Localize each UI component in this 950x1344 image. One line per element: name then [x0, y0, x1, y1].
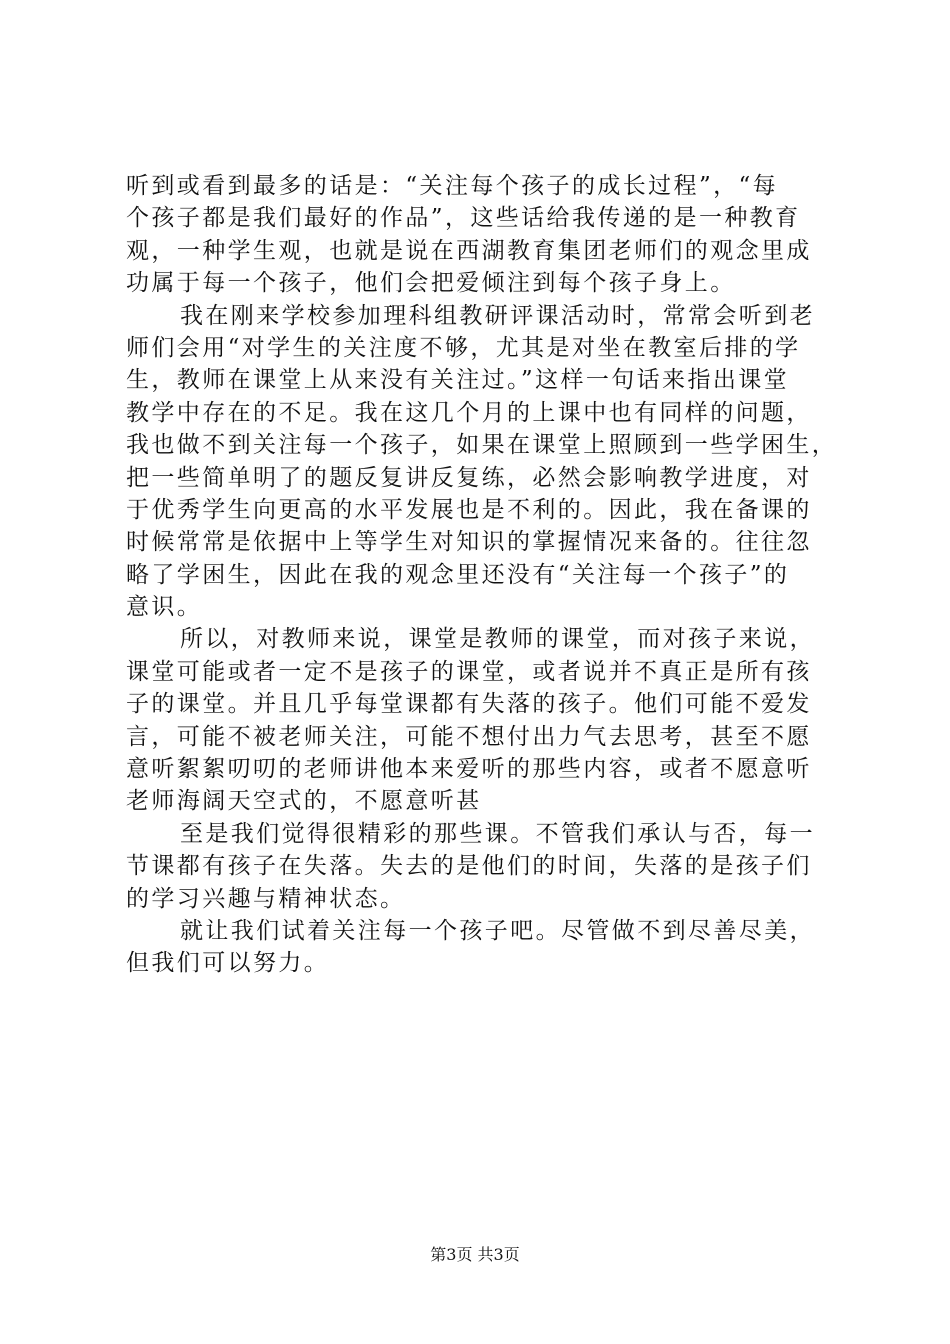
page-number: 第3页 共3页: [430, 1245, 520, 1264]
text-line: 但我们可以努力。: [126, 950, 330, 977]
text-line: 师们会用“对学生的关注度不够，尤其是对坐在教室后排的学: [126, 334, 801, 361]
text-line: 意识。: [126, 594, 203, 621]
text-line: 意听絮絮叨叨的老师讲他本来爱听的那些内容，或者不愿意听: [126, 756, 812, 783]
text-line: 略了学困生，因此在我的观念里还没有“关注每一个孩子”的: [126, 561, 790, 588]
paragraph-first-line: 就让我们试着关注每一个孩子吧。尽管做不到尽善尽美，: [180, 917, 815, 944]
text-line: 个孩子都是我们最好的作品”，这些话给我传递的是一种教育: [126, 205, 801, 232]
text-line: 时候常常是依据中上等学生对知识的掌握情况来备的。往往忽: [126, 529, 812, 556]
paragraph-first-line: 至是我们觉得很精彩的那些课。不管我们承认与否，每一: [180, 820, 815, 847]
text-line: 功属于每一个孩子，他们会把爱倾注到每个孩子身上。: [126, 270, 736, 297]
paragraph-first-line: 所以，对教师来说，课堂是教师的课堂，而对孩子来说，: [180, 626, 815, 653]
text-line: 把一些简单明了的题反复讲反复练，必然会影响教学进度，对: [126, 464, 812, 491]
page-footer: [0, 1244, 950, 1266]
text-line: 子的课堂。并且几乎每堂课都有失落的孩子。他们可能不爱发: [126, 691, 812, 718]
text-line: 我也做不到关注每一个孩子，如果在课堂上照顾到一些学困生，: [126, 432, 838, 459]
text-line: 老师海阔天空式的，不愿意听甚: [126, 788, 482, 815]
text-line: 言，可能不被老师关注，可能不想付出力气去思考，甚至不愿: [126, 723, 812, 750]
text-line: 教学中存在的不足。我在这几个月的上课中也有同样的问题，: [126, 399, 812, 426]
text-line: 节课都有孩子在失落。失去的是他们的时间，失落的是孩子们: [126, 853, 812, 880]
paragraph-first-line: 我在刚来学校参加理科组教研评课活动时，常常会听到老: [180, 302, 815, 329]
text-line: 观，一种学生观，也就是说在西湖教育集团老师们的观念里成: [126, 237, 812, 264]
text-line: 于优秀学生向更高的水平发展也是不利的。因此，我在备课的: [126, 496, 812, 523]
text-line: 课堂可能或者一定不是孩子的课堂，或者说并不真正是所有孩: [126, 658, 812, 685]
text-line: 生，教师在课堂上从来没有关注过。”这样一句话来指出课堂: [126, 367, 790, 394]
text-line: 听到或看到最多的话是：“关注每个孩子的成长过程”，“每: [126, 173, 779, 199]
text-line: 的学习兴趣与精神状态。: [126, 885, 406, 912]
document-body: [126, 170, 838, 980]
